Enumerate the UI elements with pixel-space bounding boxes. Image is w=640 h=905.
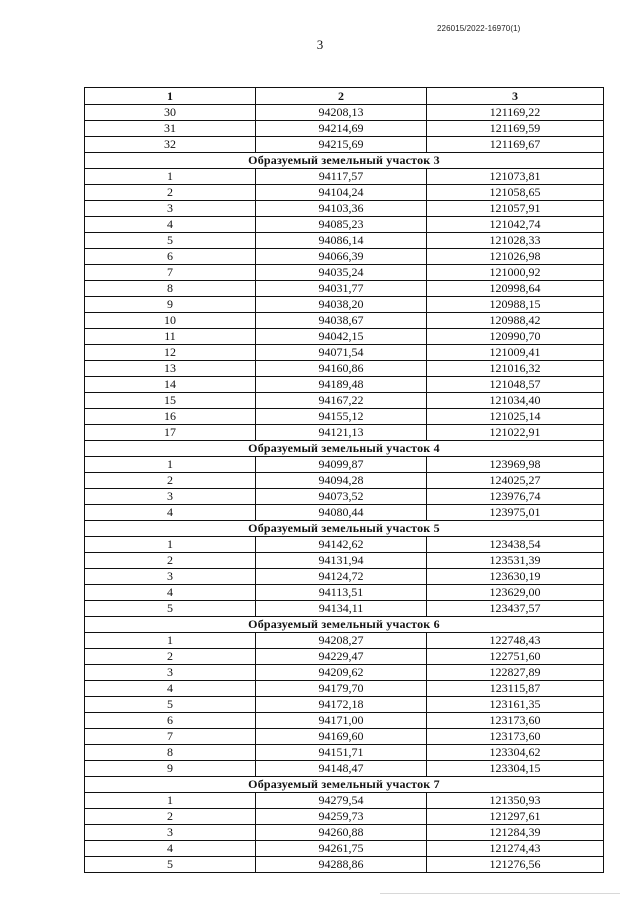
table-row [85, 345, 604, 361]
point-number-cell: 1 [85, 793, 256, 809]
y-coordinate-cell: 121025,14 [427, 409, 604, 425]
x-coordinate-cell: 94151,71 [256, 745, 427, 761]
x-coordinate-cell: 94259,73 [256, 809, 427, 825]
x-coordinate-cell: 94167,22 [256, 393, 427, 409]
x-coordinate-cell: 94171,00 [256, 713, 427, 729]
table-row [85, 425, 604, 441]
table-row [85, 281, 604, 297]
point-number-cell: 2 [85, 553, 256, 569]
table-row [85, 633, 604, 649]
y-coordinate-cell: 123969,98 [427, 457, 604, 473]
x-coordinate-cell: 94099,87 [256, 457, 427, 473]
x-coordinate-cell: 94209,62 [256, 665, 427, 681]
table-row [85, 169, 604, 185]
table-body [85, 105, 604, 873]
point-number-cell: 5 [85, 697, 256, 713]
x-coordinate-cell: 94208,13 [256, 105, 427, 121]
section-header-row [85, 441, 604, 457]
section-title: Образуемый земельный участок 4 [85, 441, 604, 457]
x-coordinate-cell: 94073,52 [256, 489, 427, 505]
point-number-cell: 2 [85, 473, 256, 489]
table-row [85, 329, 604, 345]
point-number-cell: 1 [85, 457, 256, 473]
table-row [85, 489, 604, 505]
x-coordinate-cell: 94215,69 [256, 137, 427, 153]
table-row [85, 409, 604, 425]
x-coordinate-cell: 94160,86 [256, 361, 427, 377]
y-coordinate-cell: 121297,61 [427, 809, 604, 825]
y-coordinate-cell: 120988,42 [427, 313, 604, 329]
x-coordinate-cell: 94288,86 [256, 857, 427, 873]
table-row [85, 265, 604, 281]
page-number: 3 [316, 37, 324, 52]
y-coordinate-cell: 123630,19 [427, 569, 604, 585]
point-number-cell: 4 [85, 217, 256, 233]
x-coordinate-cell: 94085,23 [256, 217, 427, 233]
section-title: Образуемый земельный участок 3 [85, 153, 604, 169]
y-coordinate-cell: 121073,81 [427, 169, 604, 185]
table-row [85, 681, 604, 697]
x-coordinate-cell: 94208,27 [256, 633, 427, 649]
point-number-cell: 2 [85, 649, 256, 665]
section-header-row [85, 153, 604, 169]
y-coordinate-cell: 121169,22 [427, 105, 604, 121]
point-number-cell: 9 [85, 761, 256, 777]
table-row [85, 217, 604, 233]
point-number-cell: 3 [85, 825, 256, 841]
table-row [85, 553, 604, 569]
table-row [85, 857, 604, 873]
y-coordinate-cell: 122748,43 [427, 633, 604, 649]
x-coordinate-cell: 94038,67 [256, 313, 427, 329]
column-header: 1 [85, 88, 256, 105]
point-number-cell: 15 [85, 393, 256, 409]
x-coordinate-cell: 94031,77 [256, 281, 427, 297]
table-row [85, 505, 604, 521]
point-number-cell: 3 [85, 489, 256, 505]
point-number-cell: 31 [85, 121, 256, 137]
table-row [85, 569, 604, 585]
table-row [85, 697, 604, 713]
point-number-cell: 11 [85, 329, 256, 345]
section-header-row [85, 521, 604, 537]
y-coordinate-cell: 123976,74 [427, 489, 604, 505]
table-row [85, 185, 604, 201]
y-coordinate-cell: 122827,89 [427, 665, 604, 681]
y-coordinate-cell: 124025,27 [427, 473, 604, 489]
table-row [85, 713, 604, 729]
table-row [85, 649, 604, 665]
x-coordinate-cell: 94142,62 [256, 537, 427, 553]
y-coordinate-cell: 121034,40 [427, 393, 604, 409]
point-number-cell: 16 [85, 409, 256, 425]
point-number-cell: 2 [85, 185, 256, 201]
point-number-cell: 5 [85, 857, 256, 873]
point-number-cell: 3 [85, 569, 256, 585]
x-coordinate-cell: 94169,60 [256, 729, 427, 745]
point-number-cell: 1 [85, 633, 256, 649]
point-number-cell: 6 [85, 713, 256, 729]
table-row [85, 121, 604, 137]
x-coordinate-cell: 94071,54 [256, 345, 427, 361]
table-row [85, 601, 604, 617]
section-title: Образуемый земельный участок 7 [85, 777, 604, 793]
y-coordinate-cell: 123975,01 [427, 505, 604, 521]
point-number-cell: 2 [85, 809, 256, 825]
point-number-cell: 14 [85, 377, 256, 393]
table-row [85, 377, 604, 393]
x-coordinate-cell: 94189,48 [256, 377, 427, 393]
y-coordinate-cell: 123304,62 [427, 745, 604, 761]
table-row [85, 233, 604, 249]
coordinates-table [84, 87, 604, 873]
table-row [85, 457, 604, 473]
point-number-cell: 1 [85, 537, 256, 553]
table-row [85, 729, 604, 745]
point-number-cell: 1 [85, 169, 256, 185]
point-number-cell: 4 [85, 681, 256, 697]
y-coordinate-cell: 121058,65 [427, 185, 604, 201]
point-number-cell: 5 [85, 601, 256, 617]
point-number-cell: 7 [85, 265, 256, 281]
section-header-row [85, 777, 604, 793]
y-coordinate-cell: 123304,15 [427, 761, 604, 777]
table-row [85, 249, 604, 265]
y-coordinate-cell: 121276,56 [427, 857, 604, 873]
y-coordinate-cell: 121022,91 [427, 425, 604, 441]
y-coordinate-cell: 122751,60 [427, 649, 604, 665]
point-number-cell: 4 [85, 505, 256, 521]
table-row [85, 105, 604, 121]
table-row [85, 745, 604, 761]
y-coordinate-cell: 121048,57 [427, 377, 604, 393]
x-coordinate-cell: 94103,36 [256, 201, 427, 217]
table-row [85, 473, 604, 489]
y-coordinate-cell: 123437,57 [427, 601, 604, 617]
y-coordinate-cell: 121057,91 [427, 201, 604, 217]
y-coordinate-cell: 123629,00 [427, 585, 604, 601]
table-row [85, 793, 604, 809]
point-number-cell: 6 [85, 249, 256, 265]
point-number-cell: 5 [85, 233, 256, 249]
point-number-cell: 17 [85, 425, 256, 441]
x-coordinate-cell: 94229,47 [256, 649, 427, 665]
table-row [85, 761, 604, 777]
table-row [85, 201, 604, 217]
table-row [85, 393, 604, 409]
table-row [85, 585, 604, 601]
table-row [85, 537, 604, 553]
y-coordinate-cell: 121350,93 [427, 793, 604, 809]
y-coordinate-cell: 121000,92 [427, 265, 604, 281]
x-coordinate-cell: 94124,72 [256, 569, 427, 585]
point-number-cell: 13 [85, 361, 256, 377]
point-number-cell: 32 [85, 137, 256, 153]
x-coordinate-cell: 94172,18 [256, 697, 427, 713]
x-coordinate-cell: 94104,24 [256, 185, 427, 201]
point-number-cell: 12 [85, 345, 256, 361]
section-title: Образуемый земельный участок 6 [85, 617, 604, 633]
x-coordinate-cell: 94155,12 [256, 409, 427, 425]
point-number-cell: 8 [85, 281, 256, 297]
footer-divider [380, 893, 620, 894]
point-number-cell: 7 [85, 729, 256, 745]
table-row [85, 825, 604, 841]
point-number-cell: 3 [85, 665, 256, 681]
y-coordinate-cell: 121169,67 [427, 137, 604, 153]
x-coordinate-cell: 94134,11 [256, 601, 427, 617]
y-coordinate-cell: 121169,59 [427, 121, 604, 137]
x-coordinate-cell: 94121,13 [256, 425, 427, 441]
section-title: Образуемый земельный участок 5 [85, 521, 604, 537]
x-coordinate-cell: 94113,51 [256, 585, 427, 601]
point-number-cell: 10 [85, 313, 256, 329]
point-number-cell: 8 [85, 745, 256, 761]
y-coordinate-cell: 121016,32 [427, 361, 604, 377]
table-row [85, 313, 604, 329]
table-row [85, 809, 604, 825]
x-coordinate-cell: 94094,28 [256, 473, 427, 489]
document-id: 226015/2022-16970(1) [437, 24, 521, 33]
y-coordinate-cell: 123173,60 [427, 729, 604, 745]
table-row [85, 361, 604, 377]
y-coordinate-cell: 121026,98 [427, 249, 604, 265]
y-coordinate-cell: 123161,35 [427, 697, 604, 713]
y-coordinate-cell: 123438,54 [427, 537, 604, 553]
header-row [85, 88, 604, 105]
x-coordinate-cell: 94080,44 [256, 505, 427, 521]
x-coordinate-cell: 94279,54 [256, 793, 427, 809]
point-number-cell: 4 [85, 585, 256, 601]
x-coordinate-cell: 94260,88 [256, 825, 427, 841]
x-coordinate-cell: 94117,57 [256, 169, 427, 185]
y-coordinate-cell: 120988,15 [427, 297, 604, 313]
y-coordinate-cell: 121042,74 [427, 217, 604, 233]
x-coordinate-cell: 94261,75 [256, 841, 427, 857]
y-coordinate-cell: 120998,64 [427, 281, 604, 297]
y-coordinate-cell: 121009,41 [427, 345, 604, 361]
column-header: 3 [427, 88, 604, 105]
table-row [85, 665, 604, 681]
x-coordinate-cell: 94214,69 [256, 121, 427, 137]
point-number-cell: 9 [85, 297, 256, 313]
point-number-cell: 3 [85, 201, 256, 217]
point-number-cell: 4 [85, 841, 256, 857]
x-coordinate-cell: 94179,70 [256, 681, 427, 697]
y-coordinate-cell: 121284,39 [427, 825, 604, 841]
column-header: 2 [256, 88, 427, 105]
table-row [85, 137, 604, 153]
x-coordinate-cell: 94086,14 [256, 233, 427, 249]
x-coordinate-cell: 94035,24 [256, 265, 427, 281]
x-coordinate-cell: 94148,47 [256, 761, 427, 777]
y-coordinate-cell: 121274,43 [427, 841, 604, 857]
y-coordinate-cell: 120990,70 [427, 329, 604, 345]
section-header-row [85, 617, 604, 633]
x-coordinate-cell: 94042,15 [256, 329, 427, 345]
y-coordinate-cell: 121028,33 [427, 233, 604, 249]
y-coordinate-cell: 123115,87 [427, 681, 604, 697]
x-coordinate-cell: 94131,94 [256, 553, 427, 569]
y-coordinate-cell: 123173,60 [427, 713, 604, 729]
table-row [85, 841, 604, 857]
x-coordinate-cell: 94038,20 [256, 297, 427, 313]
y-coordinate-cell: 123531,39 [427, 553, 604, 569]
table-row [85, 297, 604, 313]
point-number-cell: 30 [85, 105, 256, 121]
x-coordinate-cell: 94066,39 [256, 249, 427, 265]
